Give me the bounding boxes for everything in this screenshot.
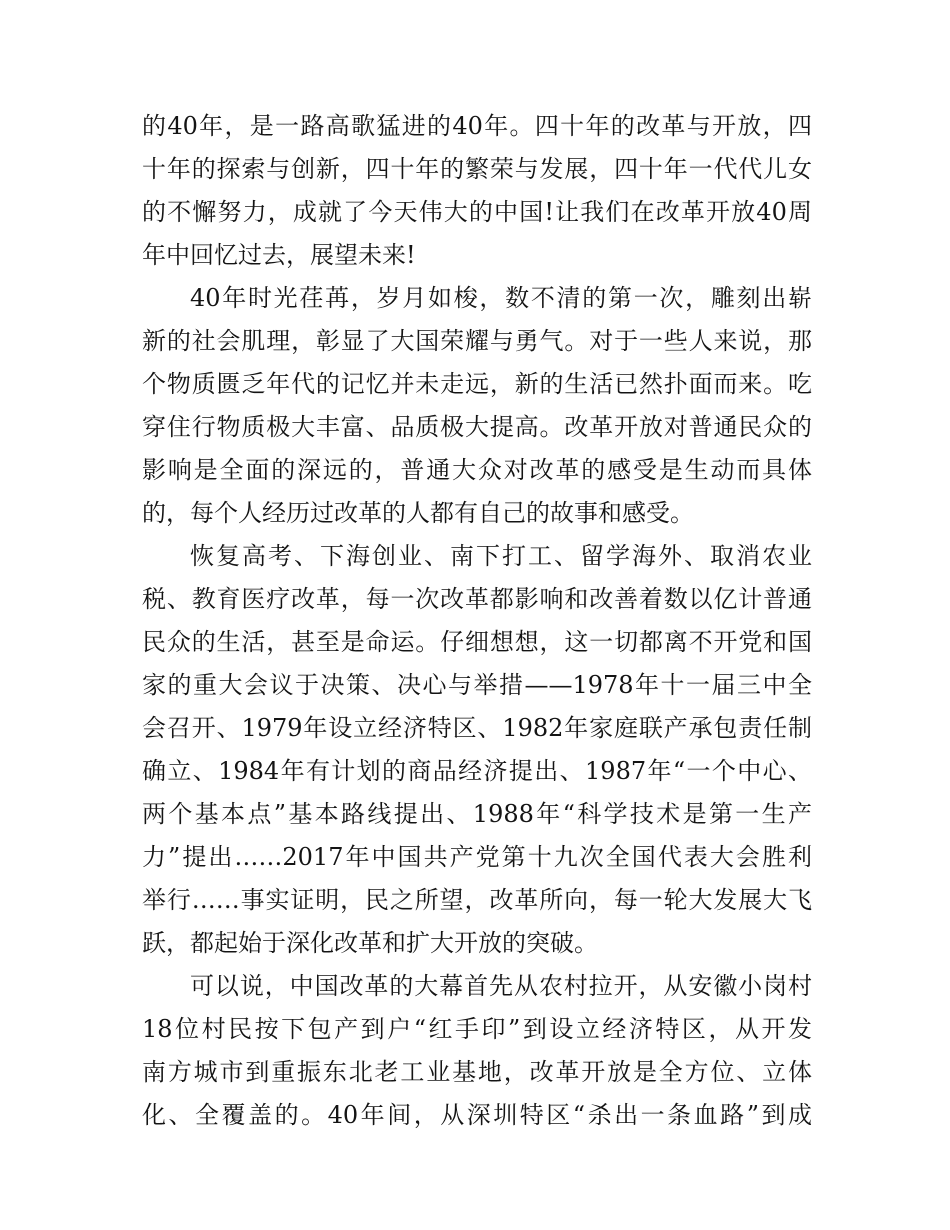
- text-line: 个物质匮乏年代的记忆并未走远，新的生活已然扑面而来。吃: [142, 370, 812, 398]
- text-line: 影响是全面的深远的，普通大众对改革的感受是生动而具体: [142, 456, 812, 484]
- text-line: 会召开、1979年设立经济特区、1982年家庭联产承包责任制: [142, 714, 812, 742]
- document-page: [142, 105, 812, 1137]
- text-line: 新的社会肌理，彰显了大国荣耀与勇气。对于一些人来说，那: [142, 327, 812, 355]
- text-line: 40年时光荏苒，岁月如梭，数不清的第一次，雕刻出崭: [190, 284, 812, 312]
- text-line: 南方城市到重振东北老工业基地，改革开放是全方位、立体: [142, 1058, 812, 1086]
- text-line: 穿住行物质极大丰富、品质极大提高。改革开放对普通民众的: [142, 413, 812, 441]
- paragraph: [142, 277, 812, 535]
- paragraph: [142, 965, 812, 1137]
- text-line: 税、教育医疗改革，每一次改革都影响和改善着数以亿计普通: [142, 585, 812, 613]
- text-line: 举行……事实证明，民之所望，改革所向，每一轮大发展大飞: [142, 886, 812, 914]
- text-line: 民众的生活，甚至是命运。仔细想想，这一切都离不开党和国: [142, 628, 812, 656]
- paragraph: [142, 105, 812, 277]
- text-line: 十年的探索与创新，四十年的繁荣与发展，四十年一代代儿女: [142, 155, 812, 183]
- text-line: 年中回忆过去，展望未来!: [142, 241, 416, 269]
- text-line: 的40年，是一路高歌猛进的40年。四十年的改革与开放，四: [142, 112, 812, 140]
- text-line: 家的重大会议于决策、决心与举措——1978年十一届三中全: [142, 671, 812, 699]
- text-line: 恢复高考、下海创业、南下打工、留学海外、取消农业: [190, 542, 812, 570]
- text-line: 的不懈努力，成就了今天伟大的中国!让我们在改革开放40周: [142, 198, 812, 226]
- text-line: 18位村民按下包产到户“红手印”到设立经济特区，从开发: [142, 1015, 812, 1043]
- text-line: 化、全覆盖的。40年间，从深圳特区“杀出一条血路”到成: [142, 1101, 812, 1129]
- paragraph: [142, 535, 812, 965]
- text-line: 的，每个人经历过改革的人都有自己的故事和感受。: [142, 499, 694, 527]
- text-line: 两个基本点”基本路线提出、1988年“科学技术是第一生产: [142, 800, 812, 828]
- text-line: 可以说，中国改革的大幕首先从农村拉开，从安徽小岗村: [190, 972, 812, 1000]
- text-line: 跃，都起始于深化改革和扩大开放的突破。: [142, 929, 598, 957]
- text-line: 确立、1984年有计划的商品经济提出、1987年“一个中心、: [142, 757, 812, 785]
- text-line: 力”提出……2017年中国共产党第十九次全国代表大会胜利: [142, 843, 812, 871]
